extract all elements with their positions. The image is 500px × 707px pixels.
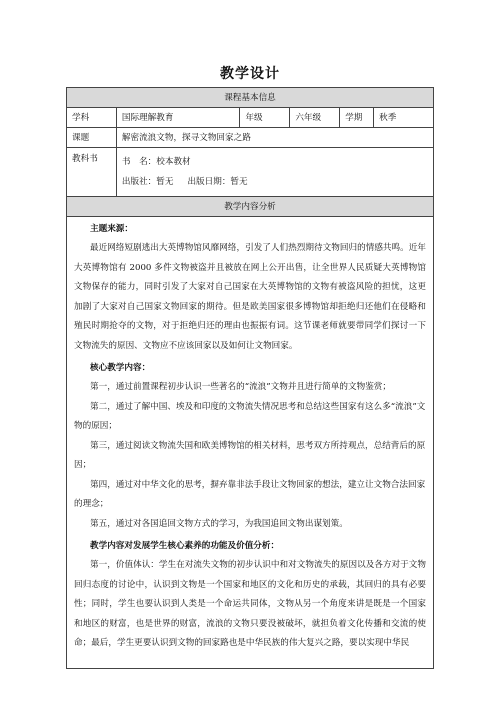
textbook-title: 书 名：校本教材 xyxy=(121,157,191,167)
grade-value: 六年级 xyxy=(290,108,340,128)
topic-value: 解密流浪文物，探寻文物回家之路 xyxy=(116,128,433,148)
core-item: 第五，通过对各国追回文物方式的学习，为我国追回文物出谋划策。 xyxy=(90,518,348,529)
document-title: 教学设计 xyxy=(220,66,280,82)
value-heading: 教学内容对发展学生核心素养的功能及价值分析： xyxy=(90,541,280,551)
source-heading: 主题来源： xyxy=(90,224,133,234)
lesson-plan-table xyxy=(66,87,434,669)
textbook-date: 出版日期：暂无 xyxy=(187,177,248,187)
textbook-publisher: 出版社：暂无 xyxy=(121,177,174,187)
core-heading: 核心教学内容： xyxy=(90,363,151,373)
basic-info-header: 课程基本信息 xyxy=(67,88,434,108)
value-text: 第一，价值体认：学生在对流失文物的初步认识中和对文物流失的原因以及各方对于文物回归态度的讨论中，认识到文物是一个国家和地区的文化和历史的承载，其回归的具有必要性；同时，学生也要认识到人类是一个命运共同体，文物从另一个角度来讲是既是一个国家和地区的财富，也是世界的财富，流浪的文物只要没被破坏，就担负着文化传播和交流的使命；最后，学生更要认识到文物的回家路也是中华民族的伟大复兴之路，要以实现中华民 xyxy=(74,560,426,648)
analysis-header: 教学内容分析 xyxy=(67,197,434,217)
analysis-content xyxy=(67,217,434,669)
grade-label: 年级 xyxy=(240,108,290,128)
subject-label: 学科 xyxy=(67,108,117,128)
topic-label: 课题 xyxy=(67,128,117,148)
textbook-publisher-date xyxy=(122,172,428,192)
core-item: 第二，通过了解中国、埃及和印度的文物流失情况思考和总结这些国家有这么多“流浪”文物的原因； xyxy=(74,401,426,431)
subject-value: 国际理解教育 xyxy=(116,108,240,128)
source-text: 最近网络短剧逃出大英博物馆风靡网络，引发了人们热烈期待文物回归的情感共鸣。近年大英博物馆有 2000 多件文物被盗并且被放在网上公开出售，让全世界人民质疑大英博物馆文物保存的能力，同时引发了大家对自己国家在大英博物馆的文物有被盗风险的担忧，这更加剧了大家对自己国家文物回家的期待。但是欧美国家很多博物馆却拒绝归还他们在侵略和殖民时期抢夺的文物，对于拒绝归还的理由也振振有词。这节课老师就要带同学们探讨一下文物流失的原因、文物应不应该回家以及如何让文物回家。 xyxy=(74,243,426,351)
term-value: 秋季 xyxy=(374,108,434,128)
core-item: 第三，通过阅读文物流失国和欧美博物馆的相关材料，思考双方所持观点，总结背后的原因； xyxy=(74,440,426,470)
term-label: 学期 xyxy=(340,108,374,128)
textbook-info xyxy=(116,148,433,197)
core-item: 第一，通过前置课程初步认识一些著名的“流浪”文物并且进行简单的文物鉴赏； xyxy=(90,382,391,392)
core-item: 第四，通过对中华文化的思考，摒弃靠非法手段让文物回家的想法，建立让文物合法回家的理念； xyxy=(74,479,426,509)
textbook-label: 教科书 xyxy=(67,148,117,197)
